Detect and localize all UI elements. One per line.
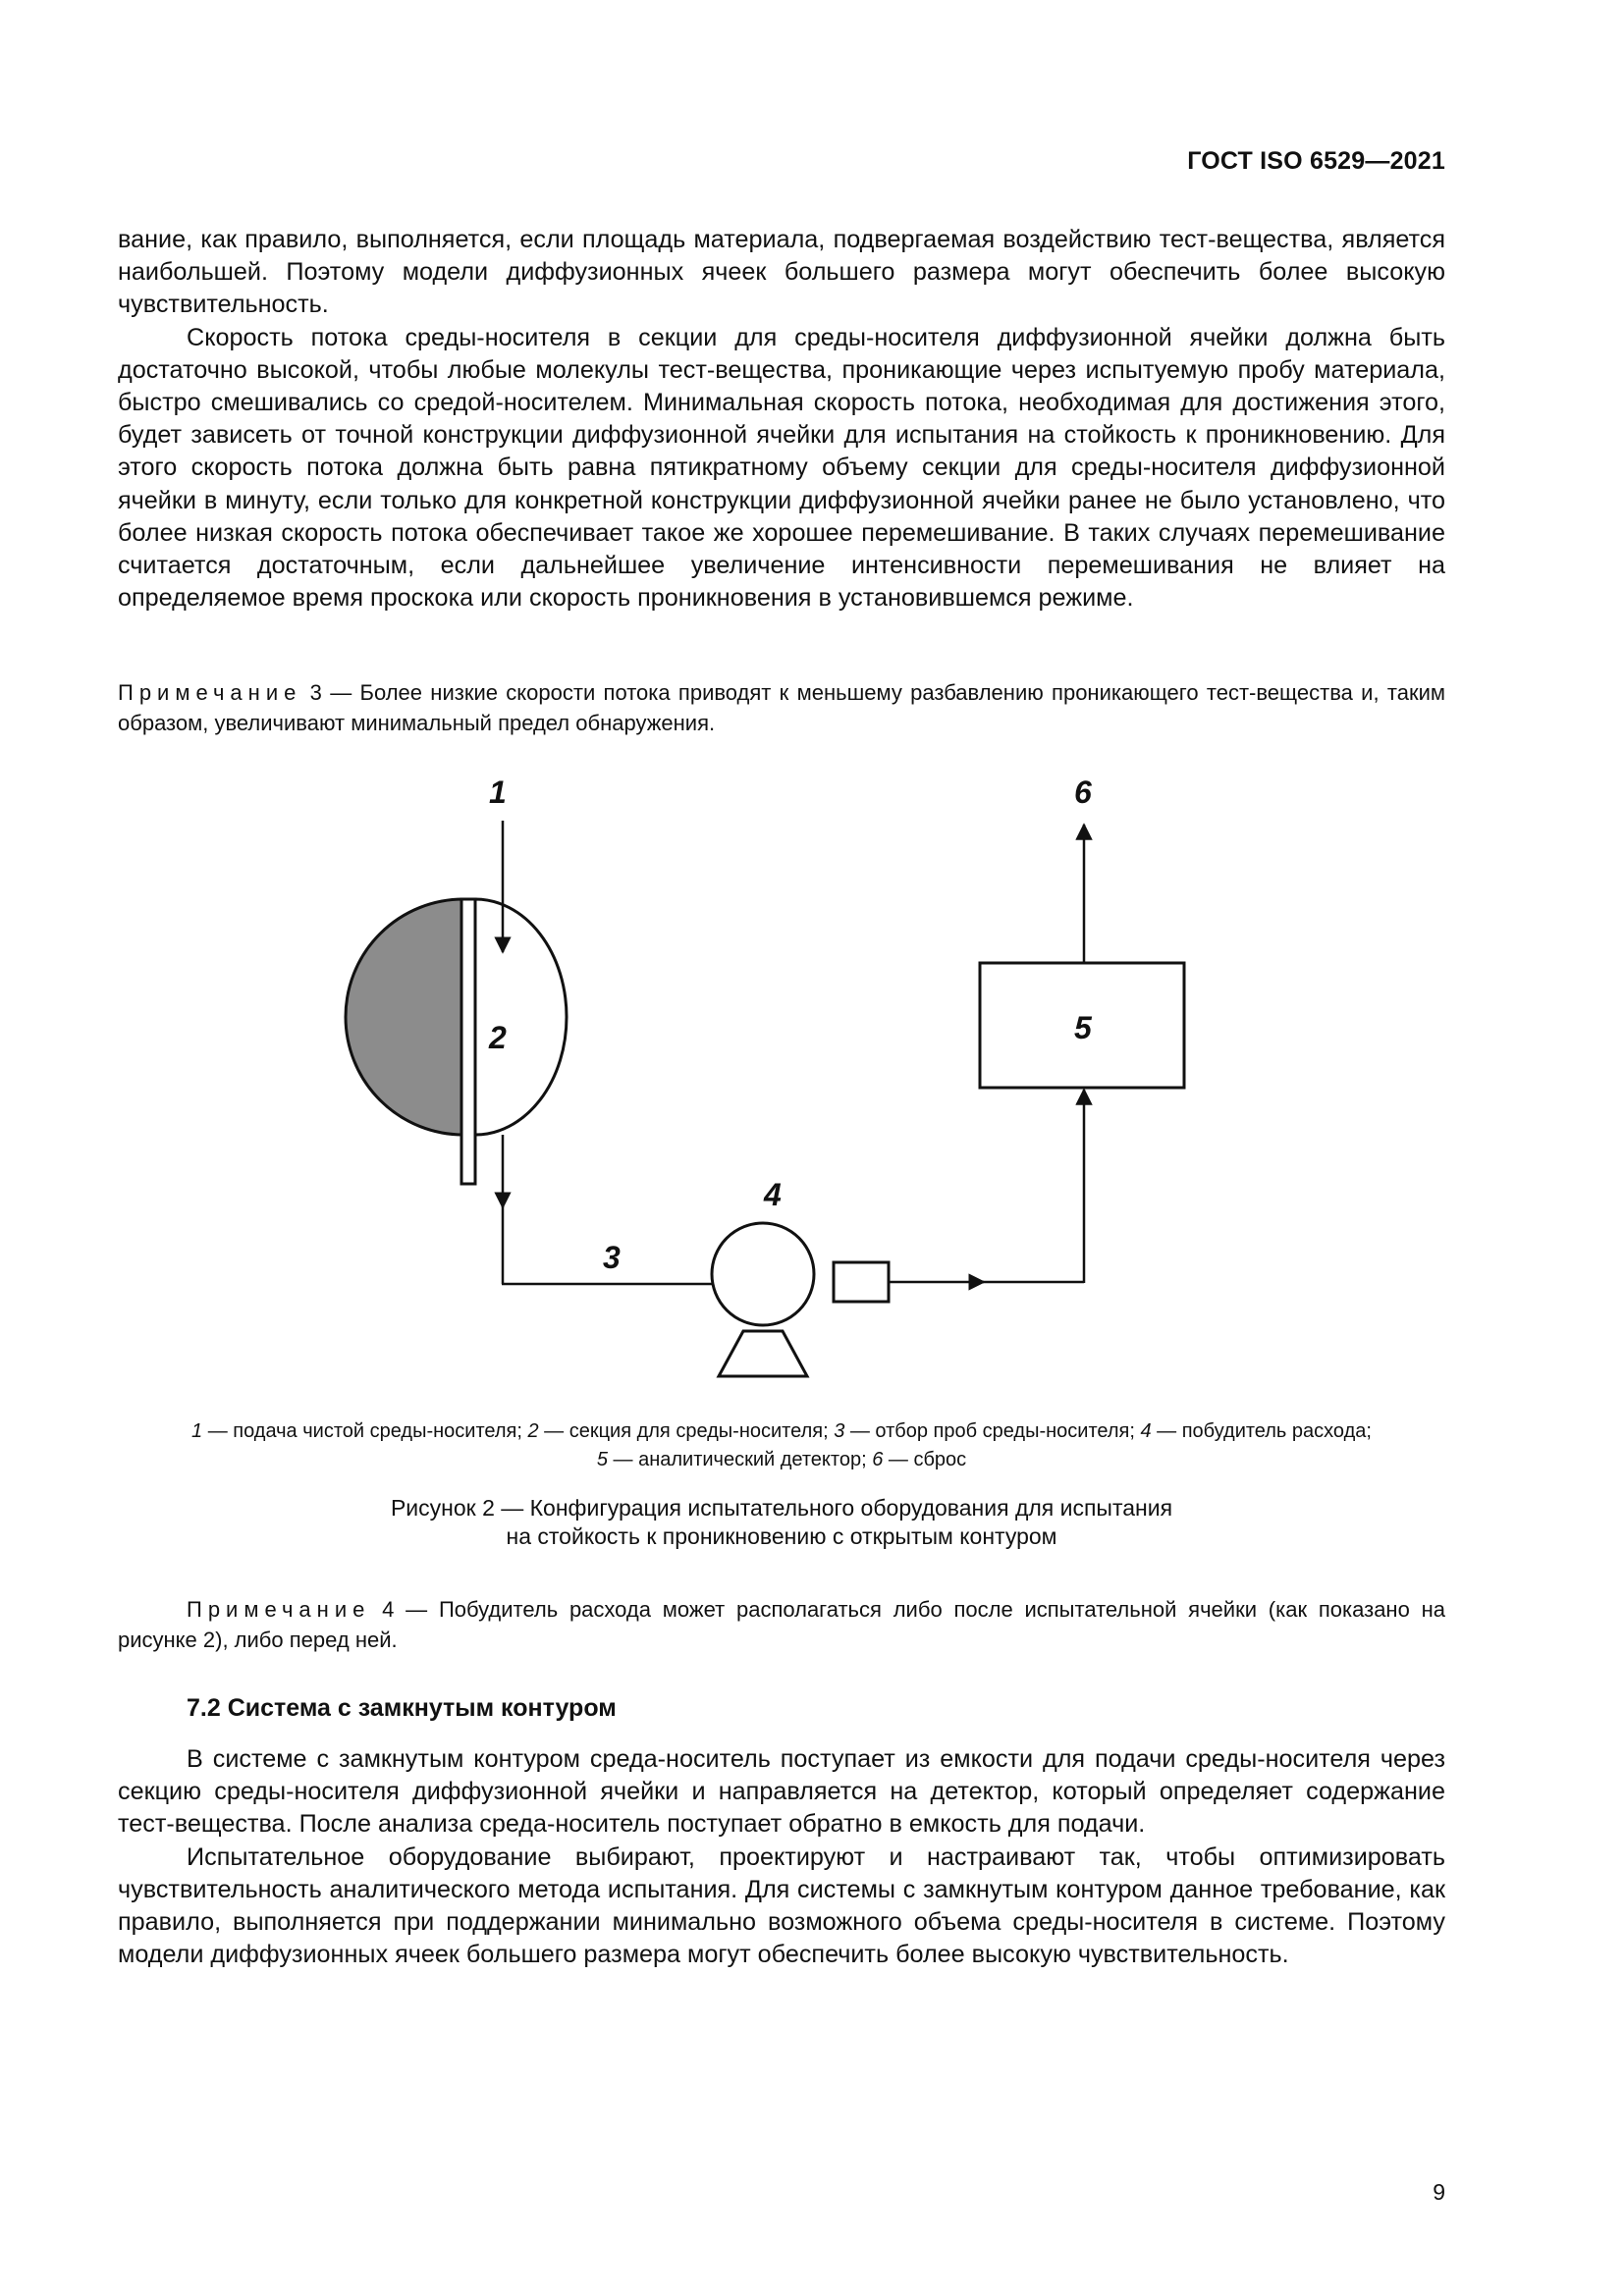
note-3-label: Примечание bbox=[118, 680, 302, 705]
legend-line-1: 1 — подача чистой среды-носителя; 2 — секция для среды-носителя; 3 — отбор проб среды-носителя; 4 — побудитель расхода; bbox=[191, 1420, 1372, 1442]
label-6: 6 bbox=[1074, 774, 1092, 810]
label-5: 5 bbox=[1074, 1010, 1092, 1045]
pump-body bbox=[712, 1223, 814, 1325]
label-1: 1 bbox=[489, 774, 507, 810]
note-3-text: 3 — Более низкие скорости потока приводят к меньшему разбавлению проникающего тест-вещества и, таким образом, увеличивают минимальный предел обнаружения. bbox=[118, 680, 1445, 735]
cell-plate bbox=[461, 899, 475, 1184]
note-4 bbox=[118, 1594, 1445, 1655]
figure-title-line-1: Рисунок 2 — Конфигурация испытательного оборудования для испытания bbox=[390, 1495, 1173, 1521]
note-4-text: 4 — Побудитель расхода может располагаться либо после испытательной ячейки (как показано на рисунке 2), либо перед ней. bbox=[118, 1597, 1445, 1652]
figure-title bbox=[118, 1494, 1445, 1551]
legend-line-2: 5 — аналитический детектор; 6 — сброс bbox=[596, 1449, 967, 1470]
carrier-compartment bbox=[475, 899, 567, 1135]
section-heading-7-2: 7.2 Система с замкнутым контуром bbox=[187, 1694, 617, 1722]
paragraph-sensitivity: Испытательное оборудование выбирают, проектируют и настраивают так, чтобы оптимизировать чувствительность аналитического метода испытания. Для системы с замкнутым контуром данное требование, как правило, выполняется при поддержании минимально возможного объема среды-носителя в системе. Поэтому модели диффузионных ячеек большего размера могут обеспечить более высокую чувствительность. bbox=[118, 1842, 1445, 1969]
label-2: 2 bbox=[489, 1020, 507, 1055]
paragraph-closed-loop: В системе с замкнутым контуром среда-носитель поступает из емкости для подачи среды-носителя через секцию среды-носителя диффузионной ячейки и направляется на детектор, который определяет содержание тест-вещества. После анализа среда-носитель поступает обратно в емкость для подачи. bbox=[118, 1745, 1445, 1839]
paragraph-continuation: вание, как правило, выполняется, если площадь материала, подвергаемая воздействию тест-вещества, является наибольшей. Поэтому модели диффузионных ячеек большего размера могут обеспечить более высокую чувствительность. bbox=[118, 226, 1445, 319]
note-4-block bbox=[118, 1594, 1445, 1655]
figure-legend bbox=[118, 1417, 1445, 1474]
pump-outlet bbox=[834, 1262, 889, 1302]
label-4: 4 bbox=[764, 1177, 782, 1212]
pump-base bbox=[719, 1331, 807, 1376]
document-code: ГОСТ ISO 6529—2021 bbox=[1187, 147, 1445, 175]
note-4-label: Примечание bbox=[187, 1597, 371, 1622]
bottom-text-block bbox=[118, 1743, 1445, 1971]
page-number: 9 bbox=[1433, 2179, 1445, 2205]
figure-title-line-2: на стойкость к проникновению с открытым контуром bbox=[506, 1523, 1057, 1549]
label-3: 3 bbox=[603, 1240, 621, 1275]
paragraph-flow-rate: Скорость потока среды-носителя в секции для среды-носителя диффузионной ячейки должна быть достаточно высокой, чтобы любые молекулы тест-вещества, проникающие через испытуемую пробу материала, быстро смешивались со средой-носителем. Минимальная скорость потока, необходимая для достижения этого, будет зависеть от точной конструкции диффузионной ячейки для испытания на стойкость к проникновению. Для этого скорость потока должна быть равна пятикратному объему секции для среды-носителя диффузионной ячейки в минуту, если только для конкретной конструкции диффузионной ячейки ранее не было установлено, что более низкая скорость потока обеспечивает такое же хорошее перемешивание. В таких случаях перемешивание считается достаточным, если дальнейшее увеличение интенсивности перемешивания не влияет на определяемое время проскока или скорость проникновения в установившемся режиме. bbox=[118, 323, 1445, 613]
sample-material bbox=[346, 899, 463, 1135]
